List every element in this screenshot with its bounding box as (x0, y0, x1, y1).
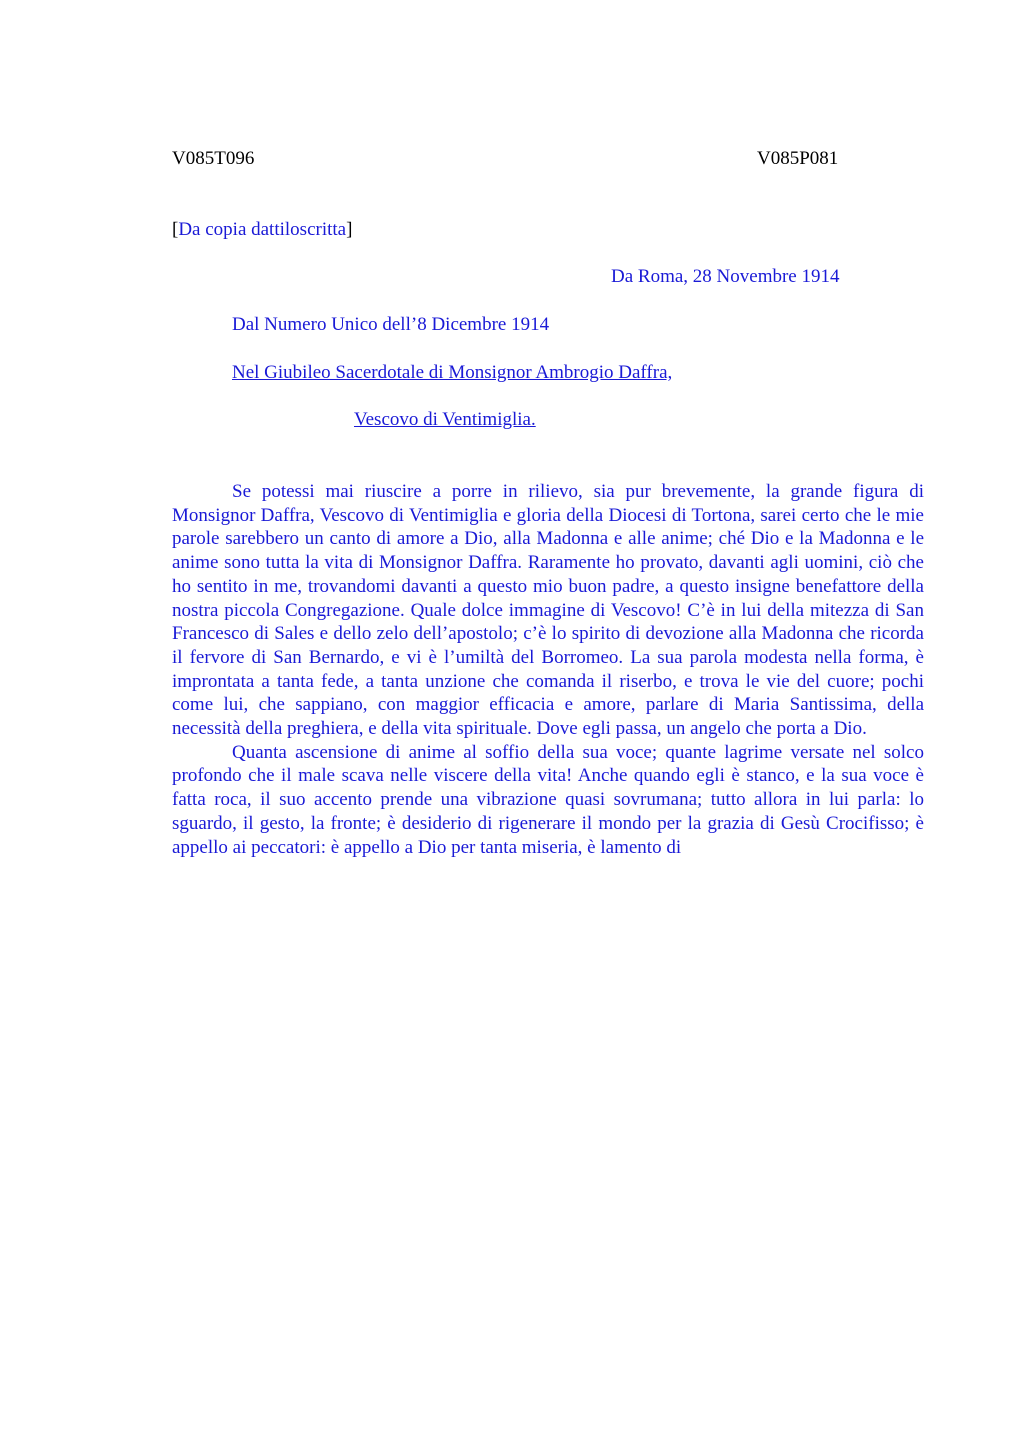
source-note (172, 219, 352, 241)
date-line: Da Roma, 28 Novembre 1914 (611, 266, 840, 287)
source-note-text: Da copia dattiloscritta (178, 219, 347, 240)
body-text (172, 480, 924, 859)
source-note-open-bracket: [ (172, 219, 179, 240)
title-line-2: Vescovo di Ventimiglia. (354, 409, 536, 430)
title-line-1: Nel Giubileo Sacerdotale di Monsignor Ambrogio Daffra, (232, 362, 673, 383)
paragraph-1: Se potessi mai riuscire a porre in rilievo, sia pur brevemente, la grande figura di Monsignor Daffra, Vescovo di Ventimiglia e gloria della Diocesi di Tortona, sarei certo che le mie parole sarebbero un canto di amore a Dio, alla Madonna e alle anime; ché Dio e la Madonna e le anime sono tutta la vita di Monsignor Daffra. Raramente ho provato, davanti agli uomini, ciò che ho sentito in me, trovandomi davanti a questo mio buon padre, a questo insigne benefattore della nostra piccola Congregazione. Quale dolce immagine di Vescovo! C’è in lui della mitezza di San Francesco di Sales e dello zelo dell’apostolo; c’è lo spirito di devozione alla Madonna che ricorda il fervore di San Bernardo, e vi è l’umiltà del Borromeo. La sua parola modesta nella forma, è improntata a tanta fede, a tanta unzione che comanda il riserbo, e trova le vie del cuore; pochi come lui, che sappiano, con maggior efficacia e amore, parlare di Maria Santissima, della necessità della preghiera, e della vita spirituale. Dove egli passa, un angelo che porta a Dio. (172, 481, 924, 740)
document-code-right: V085P081 (757, 148, 839, 169)
paragraph-2: Quanta ascensione di anime al soffio della sua voce; quante lagrime versate nel solco profondo che il male scava nelle viscere della vita! Anche quando egli è stanco, e la sua voce è fatta roca, il suo accento prende una vibrazione quasi sovrumana; tutto allora in lui parla: lo sguardo, il gesto, la fronte; è desiderio di rigenerare il mondo per la grazia di Gesù Crocifisso; è appello ai peccatori: è appello a Dio per tanta miseria, è lamento di (172, 741, 924, 858)
source-note-close-bracket: ] (346, 219, 353, 240)
numero-unico-line: Dal Numero Unico dell’8 Dicembre 1914 (232, 314, 550, 335)
document-code-left: V085T096 (172, 148, 255, 169)
